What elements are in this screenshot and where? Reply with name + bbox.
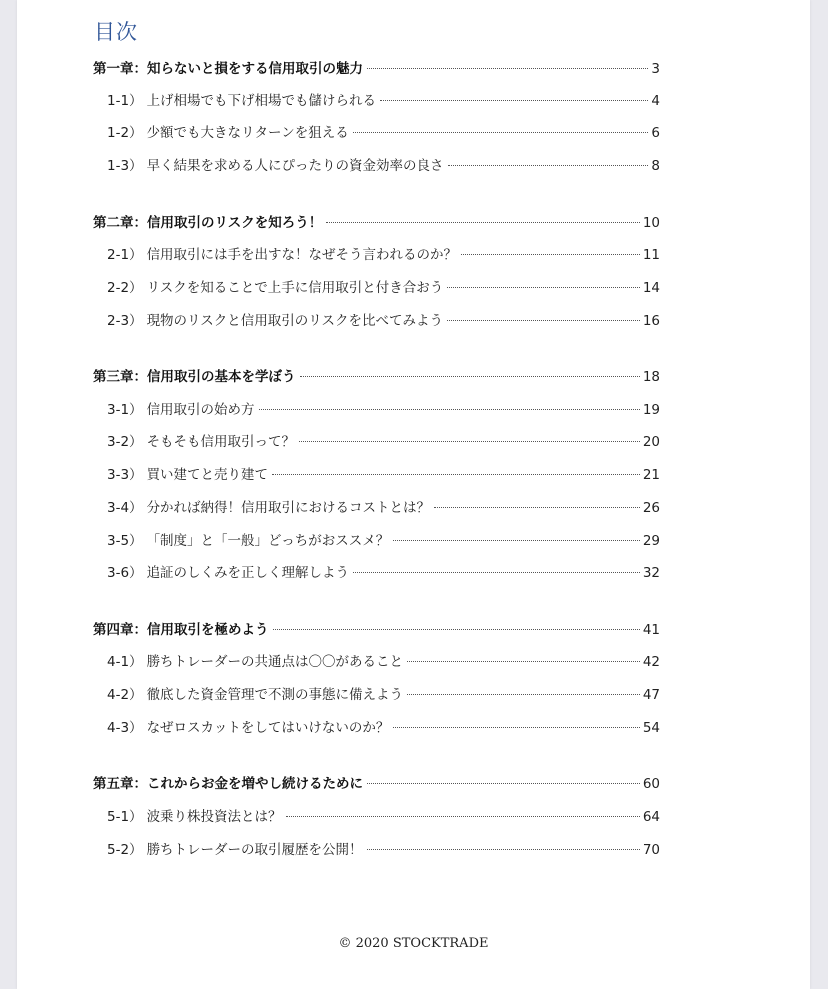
page-number: 60: [642, 776, 660, 792]
dot-leader: [326, 222, 640, 223]
page-number: 8: [651, 158, 660, 174]
section-number: 3-1）: [107, 402, 143, 418]
toc-section-entry[interactable]: [107, 685, 660, 705]
chapter-title: 第二章：信用取引のリスクを知ろう！: [93, 215, 323, 231]
dot-leader: [367, 68, 648, 69]
section-title: そもそも信用取引って？: [146, 434, 296, 450]
section-title: 勝ちトレーダーの取引履歴を公開！: [146, 842, 363, 858]
toc-section-entry[interactable]: [107, 531, 660, 551]
page-number: 64: [642, 809, 660, 825]
dot-leader: [407, 694, 640, 695]
section-title: 「制度」と「一般」どっちがおススメ？: [146, 533, 390, 549]
toc-chapter-entry[interactable]: [93, 367, 660, 387]
section-title: 買い建てと売り建て: [146, 467, 269, 483]
toc-section-entry[interactable]: [107, 432, 660, 452]
toc-section-entry[interactable]: [107, 465, 660, 485]
section-title: 信用取引の始め方: [146, 402, 255, 418]
page-number: 29: [642, 533, 660, 549]
copyright-footer: © 2020 STOCKTRADE: [338, 936, 489, 951]
toc-section-entry[interactable]: [107, 498, 660, 518]
section-number: 1-3）: [107, 158, 143, 174]
toc-chapter-entry[interactable]: [93, 774, 660, 794]
section-number: 3-5）: [107, 533, 143, 549]
section-number: 1-2）: [107, 125, 143, 141]
dot-leader: [353, 572, 640, 573]
page-number: 3: [651, 61, 660, 77]
toc-section-entry[interactable]: [107, 840, 660, 860]
dot-leader: [300, 376, 640, 377]
page-number: 10: [642, 215, 660, 231]
page-number: 42: [642, 654, 660, 670]
dot-leader: [380, 100, 648, 101]
section-title: 現物のリスクと信用取引のリスクを比べてみよう: [146, 313, 444, 329]
dot-leader: [272, 474, 640, 475]
page-number: 4: [651, 93, 660, 109]
page-number: 16: [642, 313, 660, 329]
toc-chapter-entry[interactable]: [93, 59, 660, 79]
toc-section-entry[interactable]: [107, 245, 660, 265]
dot-leader: [434, 507, 640, 508]
section-title: 少額でも大きなリターンを狙える: [146, 125, 349, 141]
section-number: 2-3）: [107, 313, 143, 329]
chapter-title: 第三章：信用取引の基本を学ぼう: [93, 369, 296, 385]
dot-leader: [393, 727, 639, 728]
chapter-title: 第一章：知らないと損をする信用取引の魅力: [93, 61, 363, 77]
toc-section-entry[interactable]: [107, 156, 660, 176]
document-page: [17, 0, 810, 989]
toc-title: 目次: [94, 20, 138, 44]
page-number: 70: [642, 842, 660, 858]
section-number: 3-6）: [107, 565, 143, 581]
section-title: 追証のしくみを正しく理解しよう: [146, 565, 350, 581]
toc-section-entry[interactable]: [107, 91, 660, 111]
dot-leader: [367, 849, 640, 850]
page-number: 18: [642, 369, 660, 385]
page-number: 41: [642, 622, 660, 638]
dot-leader: [367, 783, 640, 784]
dot-leader: [447, 320, 640, 321]
toc-section-entry[interactable]: [107, 400, 660, 420]
page-number: 20: [642, 434, 660, 450]
section-number: 5-2）: [107, 842, 143, 858]
page-number: 11: [642, 247, 660, 263]
page-number: 47: [642, 687, 660, 703]
section-number: 3-2）: [107, 434, 143, 450]
page-number: 19: [642, 402, 660, 418]
toc-section-entry[interactable]: [107, 807, 660, 827]
dot-leader: [447, 287, 640, 288]
toc-section-entry[interactable]: [107, 563, 660, 583]
section-title: 徹底した資金管理で不測の事態に備えよう: [146, 687, 404, 703]
toc-section-entry[interactable]: [107, 123, 660, 143]
section-title: リスクを知ることで上手に信用取引と付き合おう: [146, 280, 444, 296]
section-number: 2-2）: [107, 280, 143, 296]
section-title: 上げ相場でも下げ相場でも儲けられる: [146, 93, 377, 109]
page-number: 26: [642, 500, 660, 516]
section-number: 3-3）: [107, 467, 143, 483]
dot-leader: [448, 165, 649, 166]
section-title: 分かれば納得！信用取引におけるコストとは？: [146, 500, 431, 516]
page-number: 21: [642, 467, 660, 483]
table-of-contents: [17, 0, 810, 989]
page-number: 32: [642, 565, 660, 581]
section-number: 4-3）: [107, 720, 143, 736]
section-number: 4-1）: [107, 654, 143, 670]
dot-leader: [273, 629, 640, 630]
section-number: 3-4）: [107, 500, 143, 516]
section-title: なぜロスカットをしてはいけないのか？: [146, 720, 390, 736]
toc-section-entry[interactable]: [107, 652, 660, 672]
dot-leader: [353, 132, 649, 133]
toc-chapter-entry[interactable]: [93, 213, 660, 233]
chapter-title: 第五章：これからお金を増やし続けるために: [93, 776, 363, 792]
dot-leader: [286, 816, 640, 817]
section-title: 勝ちトレーダーの共通点は〇〇があること: [146, 654, 404, 670]
section-number: 1-1）: [107, 93, 143, 109]
section-title: 早く結果を求める人にぴったりの資金効率の良さ: [146, 158, 444, 174]
toc-chapter-entry[interactable]: [93, 620, 660, 640]
chapter-title: 第四章：信用取引を極めよう: [93, 622, 269, 638]
section-title: 信用取引には手を出すな！なぜそう言われるのか？: [146, 247, 458, 263]
section-number: 2-1）: [107, 247, 143, 263]
dot-leader: [259, 409, 640, 410]
dot-leader: [461, 254, 640, 255]
page-number: 54: [642, 720, 660, 736]
dot-leader: [393, 540, 640, 541]
section-number: 5-1）: [107, 809, 143, 825]
section-title: 波乗り株投資法とは？: [146, 809, 282, 825]
dot-leader: [299, 441, 640, 442]
toc-section-entry[interactable]: [107, 718, 660, 738]
dot-leader: [407, 661, 640, 662]
toc-section-entry[interactable]: [107, 311, 660, 331]
page-number: 6: [651, 125, 660, 141]
page-number: 14: [642, 280, 660, 296]
section-number: 4-2）: [107, 687, 143, 703]
toc-section-entry[interactable]: [107, 278, 660, 298]
